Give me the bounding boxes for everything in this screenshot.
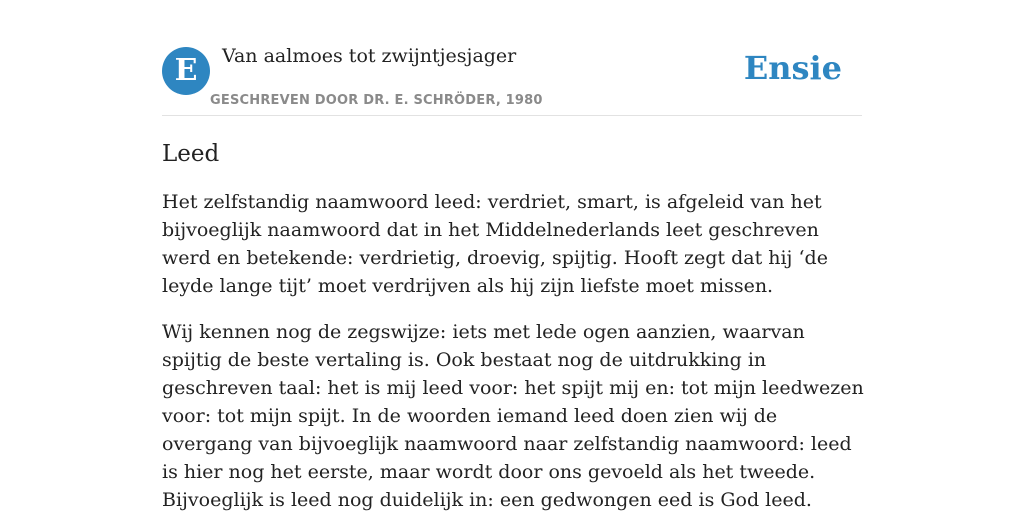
brand-logo[interactable]: Ensie: [743, 49, 842, 87]
page-header: [162, 0, 862, 116]
entry-content: [162, 136, 864, 512]
book-title[interactable]: Van aalmoes tot zwijntjesjager: [222, 45, 517, 67]
entry-title: Leed: [162, 141, 220, 167]
entry-paragraph: Wij kennen nog de zegswijze: iets met lede ogen aanzien, waarvan spijtig de beste vertaling is. Ook bestaat nog de uitdrukking in geschreven taal: het is mij leed voor: het spijt mij en: tot mijn leedwezen voor: tot mijn spijt. In de woorden iemand leed doen zien wij de overgang van bijvoeglijk naamwoord naar zelfstandig naamwoord: leed is hier nog het eerste, maar wordt door ons gevoeld als het tweede. Bijvoeglijk is leed nog duidelijk in: een gedwongen eed is God leed.: [162, 321, 864, 511]
entry-paragraph: Het zelfstandig naamwoord leed: verdriet, smart, is afgeleid van het bijvoeglijk naamwoord dat in het Middelnederlands leet geschreven werd en betekende: verdrietig, droevig, spijtig. Hooft zegt dat hij ‘de leyde lange tijt’ moet verdrijven als hij zijn liefste moet missen.: [162, 191, 828, 297]
ensie-logo-icon[interactable]: E: [162, 47, 210, 95]
author-byline: GESCHREVEN DOOR DR. E. SCHRÖDER, 1980: [210, 93, 543, 108]
